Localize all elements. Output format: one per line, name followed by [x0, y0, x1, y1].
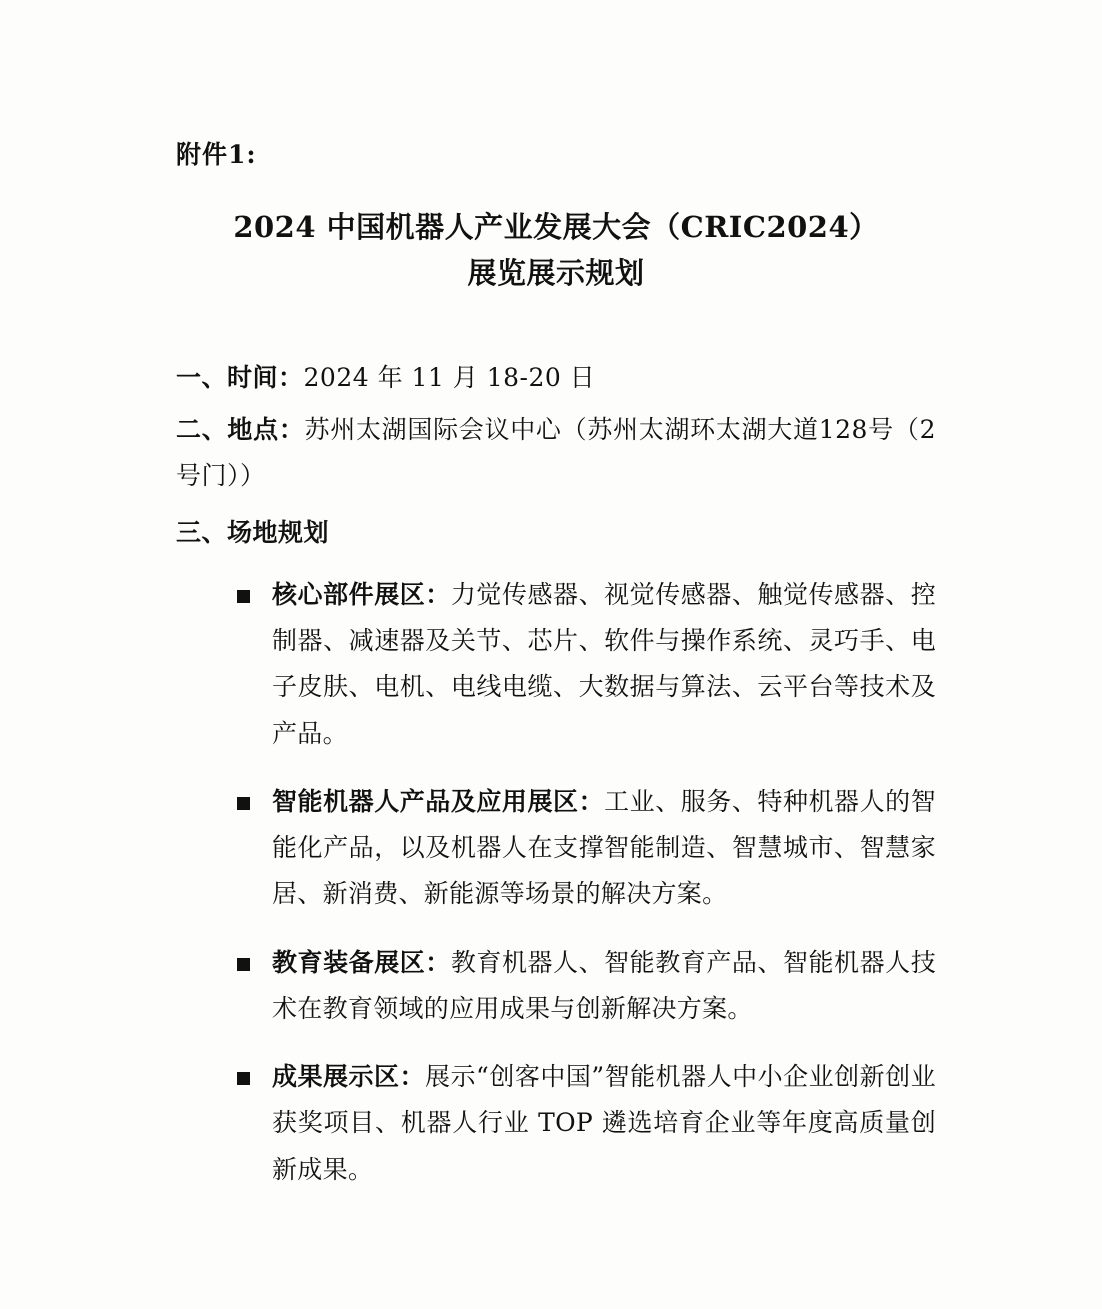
zone-list-wrap — [176, 572, 936, 1193]
list-item — [210, 779, 936, 918]
zone-name: 教育装备展区： — [272, 947, 451, 977]
zone-description: 力觉传感器、视觉传感器、触觉传感器、控制器、减速器及关节、芯片、软件与操作系统、灵巧手、电子皮肤、电机、电线电缆、大数据与算法、云平台等技术及产品。 — [272, 579, 937, 748]
zone-description: 工业、服务、特种机器人的智能化产品，以及机器人在支撑智能制造、智慧城市、智慧家居、新消费、新能源等场景的解决方案。 — [272, 786, 936, 909]
zone-description: 教育机器人、智能教育产品、智能机器人技术在教育领域的应用成果与创新解决方案。 — [272, 947, 937, 1023]
document-content — [176, 140, 936, 1215]
square-bullet-icon — [237, 958, 250, 971]
square-bullet-icon — [237, 1072, 250, 1085]
zone-name: 核心部件展区： — [272, 579, 451, 609]
zone-name: 成果展示区： — [272, 1062, 426, 1092]
zone-list — [210, 572, 936, 1193]
section-location-body: 苏州太湖国际会议中心（苏州太湖环太湖大道128号（2号门）） — [176, 415, 936, 491]
section-time — [176, 355, 936, 401]
page-title-line-2: 展览展示规划 — [467, 256, 645, 291]
page-title — [176, 204, 936, 297]
attachment-label: 附件1: — [176, 140, 257, 169]
list-item — [210, 1054, 936, 1193]
section-time-heading: 一、时间： — [176, 362, 304, 392]
zone-description: 展示“创客中国”智能机器人中小企业创新创业获奖项目、机器人行业 TOP 遴选培育企业等年度高质量创新成果。 — [272, 1062, 936, 1184]
zone-name: 智能机器人产品及应用展区： — [272, 786, 605, 816]
list-item — [210, 572, 936, 757]
page-title-line-1: 2024 中国机器人产业发展大会（CRIC2024） — [233, 210, 879, 244]
list-item — [210, 940, 936, 1033]
section-location-heading: 二、地点： — [176, 415, 305, 445]
square-bullet-icon — [237, 590, 250, 603]
section-time-body: 2024 年 11 月 18-20 日 — [303, 362, 596, 392]
section-venue-plan-heading: 三、场地规划 — [176, 517, 330, 547]
section-location — [176, 407, 936, 500]
square-bullet-icon — [237, 797, 250, 810]
